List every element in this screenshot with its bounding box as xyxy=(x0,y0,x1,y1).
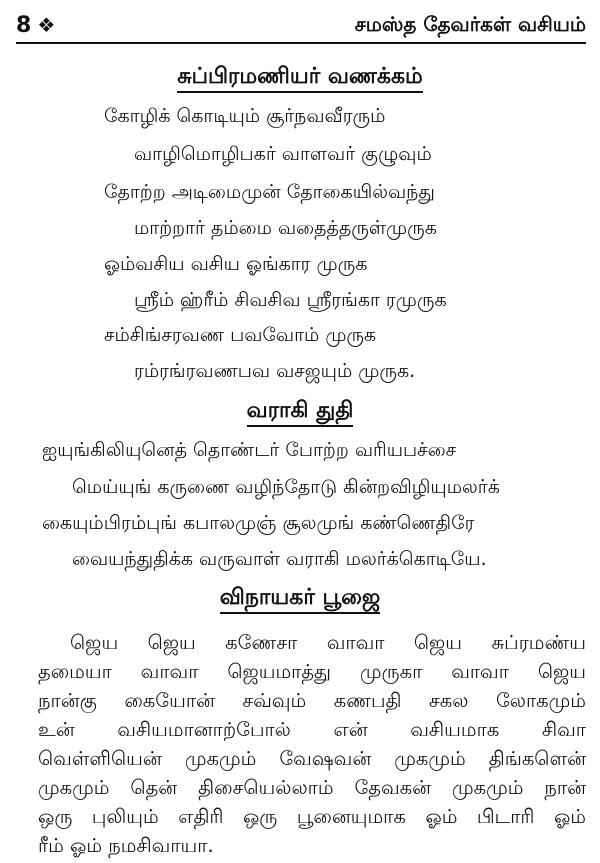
verse-line: தோற்ற அடிமைமுன் தோகையில்வந்து xyxy=(104,181,435,203)
verse-line: ஐயுங்கிலியுனெத் தொண்டர் போற்ற வரியபச்சை xyxy=(42,439,457,461)
verse-line: வையந்துதிக்க வருவாள் வராகி மலர்க்கொடியே. xyxy=(72,548,487,570)
verse-line: மாற்றார் தம்மை வதைத்தருள்முருக xyxy=(134,217,437,239)
paragraph-line: தமையா வாவா ஜெயமாத்து முருகா வாவா ஜெய xyxy=(38,660,586,683)
section-heading-text: சுப்பிரமணியர் வணக்கம் xyxy=(177,64,423,93)
verse-line: ரம்ரங்ரவணபவ வசஜயும் முருக. xyxy=(134,360,416,382)
section-heading-varahi xyxy=(0,396,600,426)
paragraph-line: உன் வசியமானாற்போல் என் வசியமாக சிவா xyxy=(38,718,586,741)
paragraph-line: ஒரு புலியும் எதிரி ஒரு பூனையுமாக ஓம் பிடாரி ஓம் xyxy=(38,805,586,828)
paragraph-line: முகமும் தென் திசையெல்லாம் தேவகன் முகமும் நான் xyxy=(38,776,586,799)
verse-line: வாழிமொழிபகர் வாளவர் குழுவும் xyxy=(134,143,432,165)
page-header xyxy=(16,8,586,44)
page-number-group xyxy=(16,13,55,38)
verse-line: மெய்யுங் கருணை வழிந்தோடு கின்றவிழியுமலர்க் xyxy=(72,476,500,498)
verse-line: சம்சிங்சரவண பவவோம் முருக xyxy=(104,324,377,346)
verse-line: ஓம்வசிய வசிய ஓங்கார முருக xyxy=(104,253,368,275)
section-heading-text: விநாயகர் பூஜை xyxy=(220,585,381,614)
paragraph-line: வெள்ளியென் முகமும் வேஷவன் முகமும் திங்களென் xyxy=(38,747,586,770)
verse-line: கோழிக் கொடியும் சூர்நவவீரரும் xyxy=(104,105,386,127)
section-heading-subramaniyar xyxy=(0,62,600,92)
page-number: 8 xyxy=(16,12,32,38)
paragraph-line: ஜெய ஜெய கணேசா வாவா ஜெய சுப்ரமண்ய xyxy=(70,631,586,654)
verse-line: ஸ்ரீம் ஹ்ரீம் சிவசிவ ஸ்ரீரங்கா ரமுருக xyxy=(134,289,447,311)
running-title: சமஸ்த தேவர்கள் வசியம் xyxy=(354,11,586,36)
diamond-ornament-icon: ❖ xyxy=(37,13,56,37)
paragraph-line: நான்கு கையோன் சவ்வும் கணபதி சகல லோகமும் xyxy=(38,689,586,712)
section-heading-text: வராகி துதி xyxy=(247,398,354,427)
prayer-paragraph xyxy=(38,628,586,860)
section-heading-vinayagar xyxy=(0,583,600,613)
paragraph-line: ரீம் ஓம் நமசிவாயா. xyxy=(38,834,214,857)
verse-line: கையும்பிரம்புங் கபாலமுஞ் சூலமுங் கண்ணெதிரே xyxy=(42,512,475,534)
